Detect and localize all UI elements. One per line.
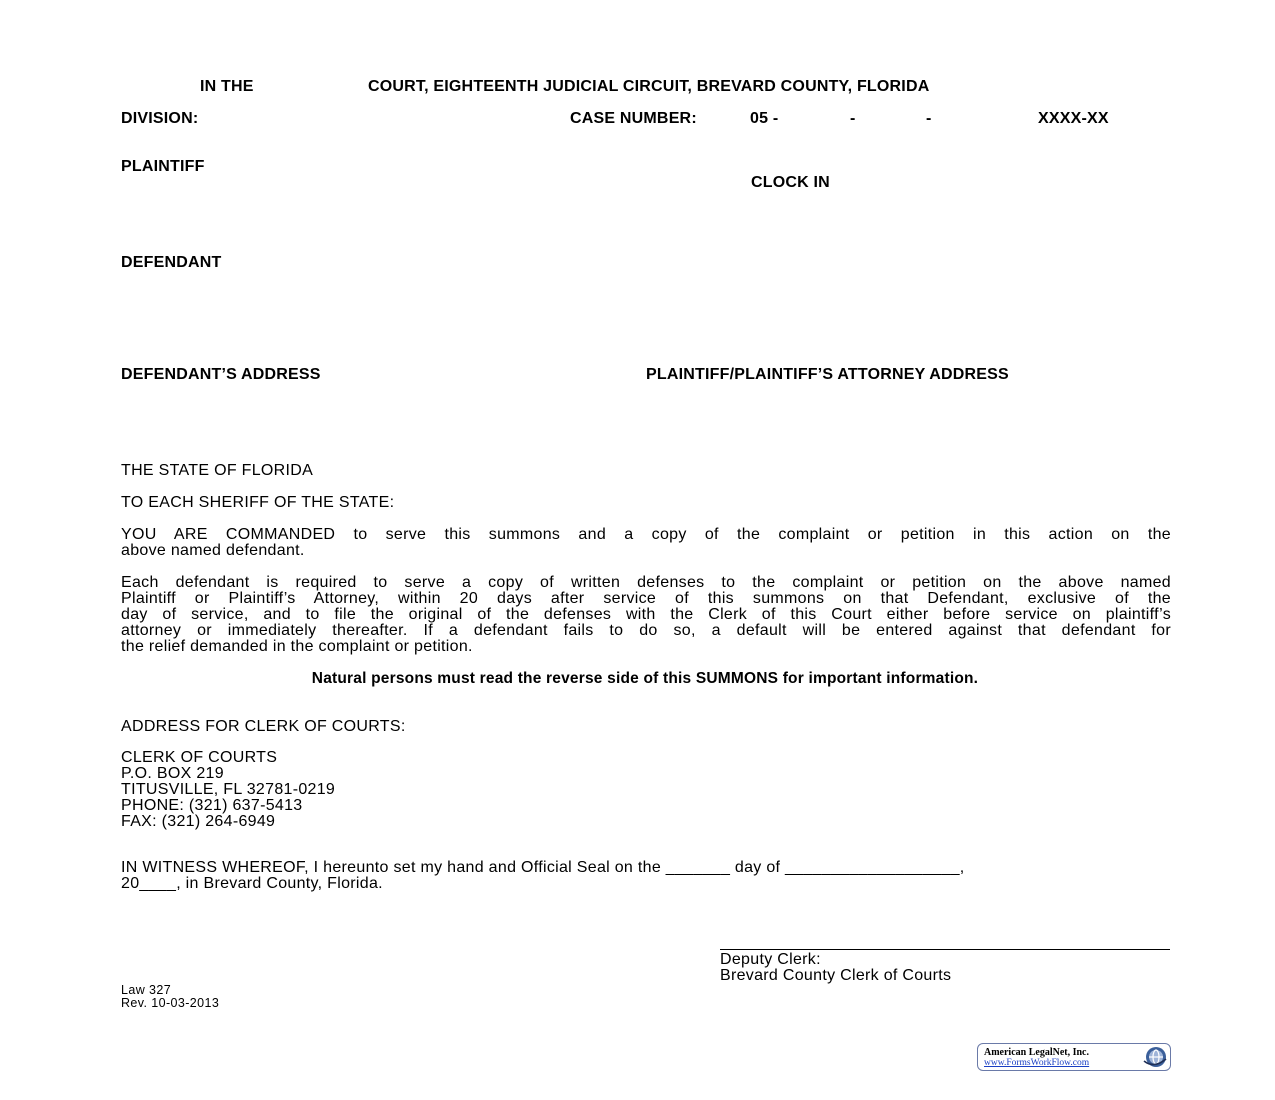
- defendant-label: DEFENDANT: [121, 254, 222, 271]
- reverse-side-notice: Natural persons must read the reverse side of this SUMMONS for important information.: [311, 670, 979, 687]
- in-the-label: IN THE: [200, 78, 254, 95]
- clerk-phone: PHONE: (321) 637-5413: [121, 797, 303, 814]
- clerk-office-label: Brevard County Clerk of Courts: [720, 967, 952, 984]
- paragraph-line: above named defendant.: [121, 542, 305, 559]
- globe-icon: [1142, 1045, 1168, 1069]
- deputy-clerk-label: Deputy Clerk:: [720, 951, 821, 968]
- paragraph-line: day of service, and to file the original of the defenses with the Clerk of this Court either before service on plaintiff’s: [121, 606, 1171, 623]
- required-paragraph: [121, 575, 1171, 655]
- paragraph-line: the relief demanded in the complaint or petition.: [121, 638, 473, 655]
- logo-url-link[interactable]: www.FormsWorkFlow.com: [984, 1058, 1090, 1068]
- logo-company-name: American LegalNet, Inc.: [984, 1047, 1089, 1058]
- paragraph-line: YOU ARE COMMANDED to serve this summons and a copy of the complaint or petition in this action on the: [121, 526, 1171, 543]
- clerk-name: CLERK OF COURTS: [121, 749, 278, 766]
- plaintiff-label: PLAINTIFF: [121, 158, 205, 175]
- form-id: Law 327: [121, 983, 172, 997]
- paragraph-line: attorney or immediately thereafter. If a defendant fails to do so, a default will be entered against that defendant for: [121, 622, 1171, 639]
- clerk-address-heading: ADDRESS FOR CLERK OF COURTS:: [121, 718, 406, 735]
- paragraph-line: Each defendant is required to serve a copy of written defenses to the complaint or petition on the above named: [121, 574, 1171, 591]
- american-legalnet-logo[interactable]: [977, 1043, 1171, 1071]
- witness-line-1: IN WITNESS WHEREOF, I hereunto set my hand and Official Seal on the _______ day of ___________________,: [121, 859, 965, 876]
- clerk-city: TITUSVILLE, FL 32781-0219: [121, 781, 336, 798]
- plaintiff-attorney-address-label: PLAINTIFF/PLAINTIFF’S ATTORNEY ADDRESS: [646, 366, 1009, 383]
- paragraph-line: Plaintiff or Plaintiff’s Attorney, within 20 days after service of this summons on that Defendant, exclusive of the: [121, 590, 1171, 607]
- case-number-dash: -: [850, 110, 856, 127]
- division-label: DIVISION:: [121, 110, 199, 127]
- state-heading: THE STATE OF FLORIDA: [121, 462, 314, 479]
- case-number-label: CASE NUMBER:: [570, 110, 697, 127]
- signature-line: [720, 949, 1170, 950]
- clerk-po-box: P.O. BOX 219: [121, 765, 224, 782]
- defendant-address-label: DEFENDANT’S ADDRESS: [121, 366, 321, 383]
- commanded-paragraph: [121, 527, 1171, 559]
- form-revision: Rev. 10-03-2013: [121, 996, 220, 1010]
- clock-in-label: CLOCK IN: [751, 174, 830, 191]
- case-number-dash: -: [926, 110, 932, 127]
- witness-line-2: 20____, in Brevard County, Florida.: [121, 875, 383, 892]
- case-number-prefix: 05 -: [750, 110, 779, 127]
- clerk-fax: FAX: (321) 264-6949: [121, 813, 276, 830]
- case-number-suffix: XXXX-XX: [1038, 110, 1109, 127]
- to-sheriff-heading: TO EACH SHERIFF OF THE STATE:: [121, 494, 395, 511]
- court-title: COURT, EIGHTEENTH JUDICIAL CIRCUIT, BREVARD COUNTY, FLORIDA: [368, 78, 930, 95]
